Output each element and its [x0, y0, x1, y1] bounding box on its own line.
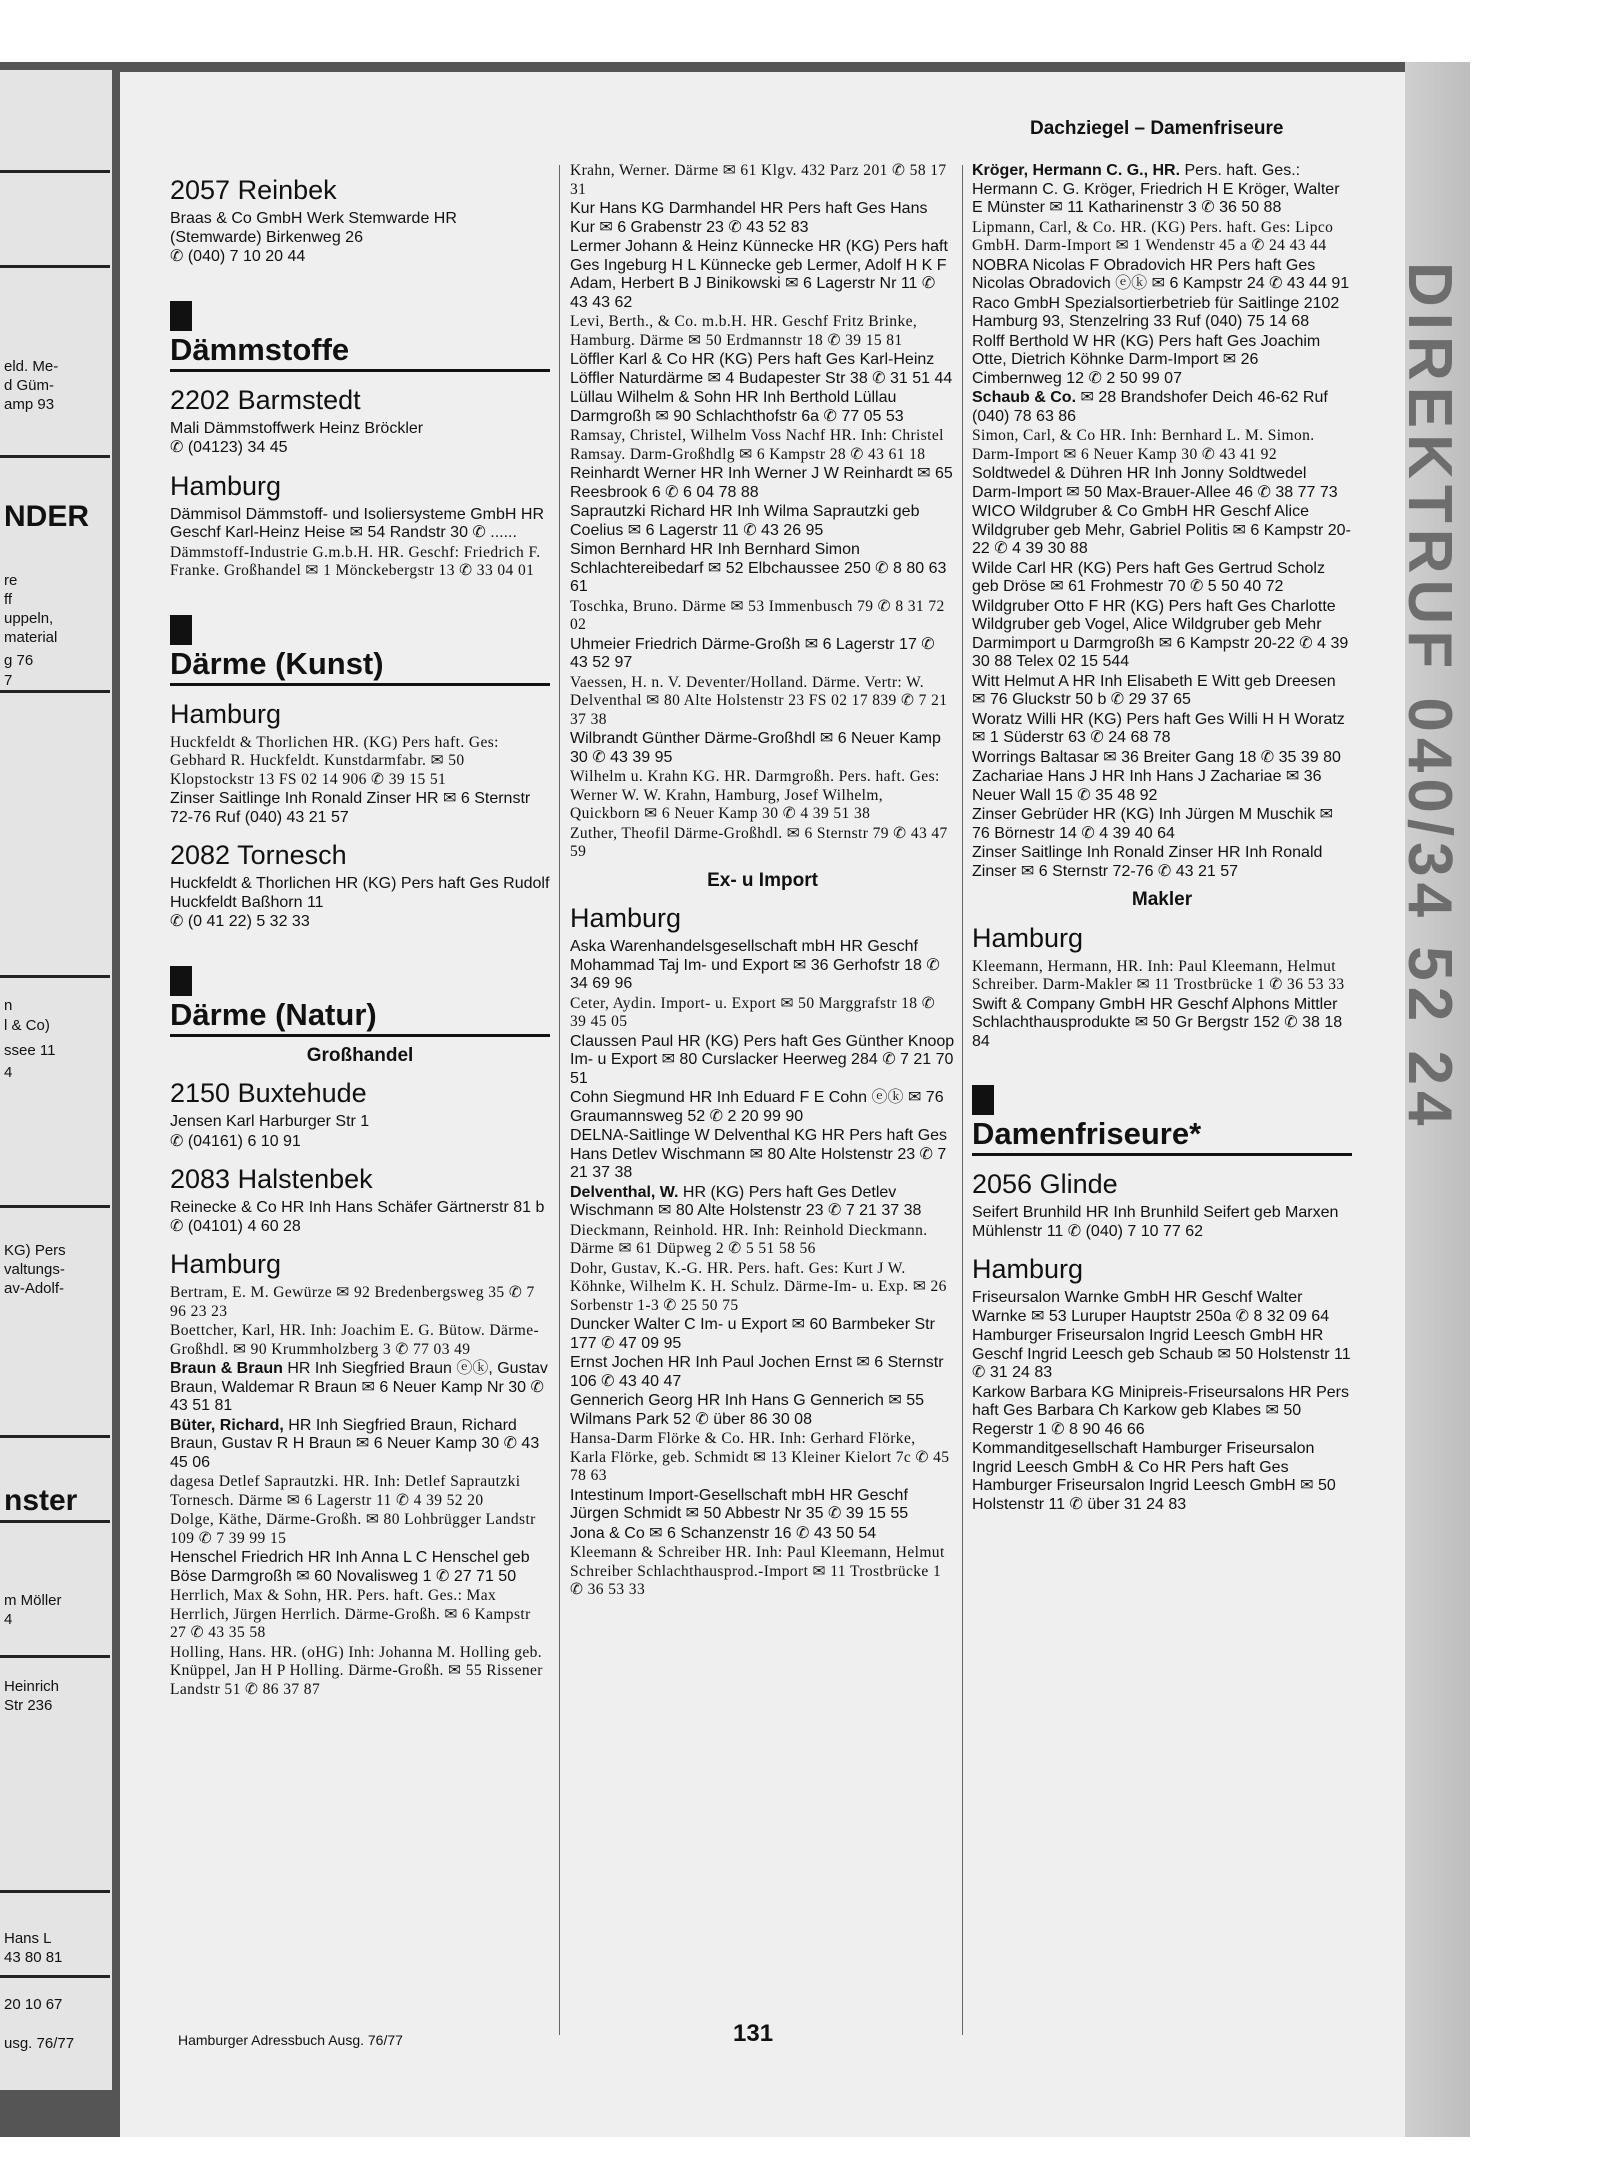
directory-entry	[170, 1549, 550, 1586]
directory-entry	[972, 844, 1352, 881]
prev-page-line: g 76	[4, 652, 34, 669]
directory-entry	[570, 674, 955, 730]
entry-text: ✆ (04161) 6 10 91	[170, 1132, 301, 1150]
prev-page-line: Heinrich	[4, 1678, 60, 1695]
entry-text: WICO Wildgruber & Co GmbH HR Geschf Alice Wildgruber geb Mehr, Gabriel Politis ✉ 6 Kampstr 20-22 ✆ 4 39 30 88	[972, 503, 1351, 557]
directory-entry	[972, 162, 1352, 218]
entry-text: Karkow Barbara KG Minipreis-Friseursalons HR Pers haft Ges Barbara Ch Karkow geb Klabes ✉ 50 Regerstr 1 ✆ 8 90 46 66	[972, 1383, 1349, 1438]
entry-text: Intestinum Import-Gesellschaft mbH HR Geschf Jürgen Schmidt ✉ 50 Abbestr Nr 35 ✆ 39 15 55	[570, 1486, 909, 1522]
entry-text: Seifert Brunhild HR Inh Brunhild Seifert geb Marxen Mühlenstr 11 ✆ (040) 7 10 77 62	[972, 1204, 1339, 1240]
prev-page-rule	[0, 690, 110, 693]
directory-entry	[972, 749, 1352, 768]
subcategory-heading: Makler	[1131, 889, 1193, 910]
entry-text: Wildgruber Otto F HR (KG) Pers haft Ges Charlotte Wildgruber geb Vogel, Alice Wildgruber geb Mehr Darmimport u Darmgroßh ✉ 6 Kampstr 20-22 ✆ 4 39 30 88 Telex 02 15 544	[972, 597, 1349, 670]
directory-entry	[170, 1360, 550, 1416]
directory-entry	[570, 238, 955, 312]
directory-entry	[570, 938, 955, 994]
entry-text: NOBRA Nicolas F Obradovich HR Pers haft Ges Nicolas Obradovich ⓔⓚ ✉ 6 Kampstr 24 ✆ 43 44 91	[972, 256, 1350, 292]
directory-entry	[170, 1284, 550, 1321]
entry-text: Dohr, Gustav, K.-G. HR. Pers. haft. Ges: Kurt J W. Köhnke, Wilhelm K. H. Schulz. Därme-Im- u. Exp. ✉ 26 Sorbenstr 1-3 ✆ 25 50 75	[570, 1259, 947, 1314]
entry-text: HR Inh Siegfried Braun, Richard Braun, Gustav R H Braun ✉ 6 Neuer Kamp 30 ✆ 43 45 06	[170, 1416, 540, 1471]
entry-text: dagesa Detlef Saprautzki. HR. Inh: Detlef Saprautzki Tornesch. Därme ✉ 6 Lagerstr 11 ✆ 4 39 52 20	[170, 1473, 521, 1509]
entry-text: Ceter, Aydin. Import- u. Export ✉ 50 Marggrafstr 18 ✆ 39 45 05	[570, 994, 936, 1030]
city-heading: Hamburg	[170, 470, 282, 501]
directory-entry	[972, 1289, 1352, 1326]
previous-page-fragment	[0, 70, 112, 2090]
directory-entry	[170, 420, 550, 439]
entry-text: Soldtwedel & Dühren HR Inh Jonny Soldtwedel Darm-Import ✉ 50 Max-Brauer-Allee 46 ✆ 38 77 73	[972, 465, 1338, 501]
entry-text: Pers. haft. Ges.: Hermann C. G. Kröger, Friedrich H E Kröger, Walter E Münster ✉ 11 Katharinenstr 3 ✆ 36 50 88	[972, 162, 1340, 216]
entry-name: Kröger, Hermann C. G., HR.	[972, 162, 1181, 179]
directory-entry	[972, 958, 1352, 995]
prev-page-line: 4	[4, 1064, 13, 1081]
category-marker-icon	[170, 301, 192, 331]
prev-page-rule	[0, 1655, 110, 1658]
entry-text: Huckfeldt & Thorlichen HR (KG) Pers haft Ges Rudolf Huckfeldt Baßhorn 11	[170, 875, 550, 911]
entry-text: Braas & Co GmbH Werk Stemwarde HR (Stemwarde) Birkenweg 26	[170, 210, 457, 246]
prev-page-line: Hans L	[4, 1930, 52, 1947]
entry-text: Levi, Berth., & Co. m.b.H. HR. Geschf Fritz Brinke, Hamburg. Därme ✉ 50 Erdmannstr 18 ✆ 39 15 81	[570, 313, 918, 349]
entry-text: Aska Warenhandelsgesellschaft mbH HR Geschf Mohammad Taj Im- und Export ✉ 36 Gerhofstr 18 ✆ 34 69 96	[570, 938, 940, 992]
directory-entry	[972, 465, 1352, 502]
entry-text: Wilhelm u. Krahn KG. HR. Darmgroßh. Pers. haft. Ges: Werner W. W. Krahn, Hamburg, Josef Wilhelm, Quickborn ✉ 6 Neuer Kamp 30 ✆ 4 39 51 38	[570, 768, 940, 822]
entry-text: Dämmstoff-Industrie G.m.b.H. HR. Geschf: Friedrich F. Franke. Großhandel ✉ 1 Mönckebergstr 13 ✆ 33 04 01	[170, 543, 541, 579]
directory-entry	[570, 1525, 955, 1544]
subcategory-heading: Großhandel	[306, 1044, 414, 1066]
directory-entry	[972, 503, 1352, 559]
column-2	[570, 162, 955, 1601]
edge-print: DIREKTRUF 040/34 52 24	[1395, 262, 1464, 1132]
directory-entry	[570, 1184, 955, 1221]
entry-name: Braun & Braun	[170, 1360, 283, 1377]
prev-page-line: re	[4, 572, 18, 589]
directory-entry	[972, 295, 1352, 332]
directory-entry	[972, 1327, 1352, 1383]
footer-publication: Hamburger Adressbuch Ausg. 76/77	[178, 2032, 403, 2048]
prev-page-rule	[0, 975, 110, 978]
entry-text: Bertram, E. M. Gewürze ✉ 92 Bredenbergsweg 35 ✆ 7 96 23 23	[170, 1284, 535, 1320]
directory-entry	[570, 200, 955, 237]
city-heading: 2082 Tornesch	[170, 840, 347, 870]
prev-page-line: 7	[4, 672, 13, 689]
entry-name: Schaub & Co.	[972, 389, 1077, 406]
directory-entry	[570, 1089, 955, 1126]
prev-page-line: 43 80 81	[4, 1949, 63, 1966]
directory-entry	[570, 389, 955, 426]
prev-page-rule	[0, 265, 110, 268]
entry-text: Ernst Jochen HR Inh Paul Jochen Ernst ✉ 6 Sternstr 106 ✆ 43 40 47	[570, 1354, 944, 1390]
prev-page-line: Str 236	[4, 1697, 53, 1714]
directory-entry	[170, 1644, 550, 1700]
entry-text: Reinhardt Werner HR Inh Werner J W Reinhardt ✉ 65 Reesbrook 6 ✆ 6 04 78 88	[570, 465, 953, 501]
entry-text: HR Inh Siegfried Braun ⓔⓚ, Gustav Braun, Waldemar R Braun ✉ 6 Neuer Kamp Nr 30 ✆ 43 51 81	[170, 1360, 548, 1414]
prev-page-rule	[0, 1975, 110, 1978]
entry-text: Zachariae Hans J HR Inh Hans J Zachariae ✉ 36 Neuer Wall 15 ✆ 35 48 92	[972, 768, 1322, 804]
prev-page-line: nster	[4, 1484, 78, 1517]
prev-page-rule	[0, 455, 110, 458]
entry-text: Reinecke & Co HR Inh Hans Schäfer Gärtnerstr 81 b ✆ (04101) 4 60 28	[170, 1199, 545, 1235]
directory-entry	[972, 598, 1352, 672]
entry-text: Kommanditgesellschaft Hamburger Friseursalon Ingrid Leesch GmbH & Co HR Pers haft Ges Hamburger Friseursalon Ingrid Leesch GmbH ✉ 50 Holstenstr 11 ✆ über 31 24 83	[972, 1440, 1336, 1513]
entry-text: Boettcher, Karl, HR. Inh: Joachim E. G. Bütow. Därme-Großhdl. ✉ 90 Krummholzberg 3 ✆ 77 03 49	[170, 1322, 540, 1358]
category-marker-icon	[972, 1085, 994, 1115]
entry-text: Lüllau Wilhelm & Sohn HR Inh Berthold Lüllau Darmgroßh ✉ 90 Schlachthofstr 6a ✆ 77 05 53	[570, 389, 904, 425]
column-divider	[559, 165, 560, 2035]
category-heading: Därme (Kunst)	[170, 645, 550, 686]
prev-page-rule	[0, 1205, 110, 1208]
directory-entry	[972, 1440, 1352, 1514]
directory-entry	[570, 1260, 955, 1316]
entry-name: Delventhal, W.	[570, 1183, 679, 1201]
prev-page-line: KG) Pers	[4, 1242, 66, 1259]
directory-entry	[972, 257, 1352, 294]
prev-page-line: l & Co)	[4, 1017, 50, 1034]
entry-text: Lipmann, Carl, & Co. HR. (KG) Pers. haft. Ges: Lipco GmbH. Darm-Import ✉ 1 Wendenstr 45 a ✆ 24 43 44	[972, 218, 1334, 254]
directory-entry	[170, 1113, 550, 1132]
prev-page-line: ff	[4, 591, 13, 608]
directory-entry	[570, 162, 955, 199]
directory-entry	[972, 806, 1352, 843]
entry-text: Kleemann & Schreiber HR. Inh: Paul Kleemann, Helmut Schreiber Schlachthausprod.-Import ✉ 11 Trostbrücke 1 ✆ 36 53 33	[570, 1544, 945, 1598]
directory-entry	[170, 1473, 550, 1510]
entry-text: Dämmisol Dämmstoff- und Isoliersysteme GmbH HR Geschf Karl-Heinz Heise ✉ 54 Randstr 30 ✆ ......	[170, 505, 545, 541]
directory-entry	[170, 544, 550, 581]
entry-text: Henschel Friedrich HR Inh Anna L C Henschel geb Böse Darmgroßh ✉ 60 Novalisweg 1 ✆ 27 71 50	[170, 1549, 530, 1585]
prev-page-line: eld. Me-	[4, 358, 59, 375]
directory-entry	[570, 1222, 955, 1259]
entry-text: Zinser Saitlinge Inh Ronald Zinser HR ✉ 6 Sternstr 72-76 Ruf (040) 43 21 57	[170, 790, 531, 826]
entry-text: Hamburger Friseursalon Ingrid Leesch GmbH HR Geschf Ingrid Leesch geb Schaub ✉ 50 Holstenstr 11 ✆ 31 24 83	[972, 1327, 1351, 1381]
prev-page-line: usg. 76/77	[4, 2035, 75, 2052]
entry-text: ✉ 28 Brandshofer Deich 46-62 Ruf (040) 78 63 86	[972, 389, 1328, 425]
entry-text: Wilde Carl HR (KG) Pers haft Ges Gertrud Scholz geb Dröse ✉ 61 Frohmestr 70 ✆ 5 50 40 72	[972, 559, 1325, 595]
column-divider	[962, 165, 963, 2035]
prev-page-rule	[0, 1520, 110, 1523]
entry-text: Swift & Company GmbH HR Geschf Alphons Mittler Schlachthausprodukte ✉ 50 Gr Bergstr 152 ✆ 38 18 84	[972, 995, 1343, 1050]
entry-text: Lermer Johann & Heinz Künnecke HR (KG) Pers haft Ges Ingeburg H L Künnecke geb Lermer, Adolf H K F Adam, Herbert B J Binikowski ✉ 6 Lagerstr Nr 11 ✆ 43 43 62	[570, 238, 948, 311]
prev-page-rule	[0, 170, 110, 173]
directory-entry	[570, 1316, 955, 1353]
entry-text: Rolff Berthold W HR (KG) Pers haft Ges Joachim Otte, Dietrich Köhnke Darm-Import ✉ 26 Cimbernweg 12 ✆ 2 50 99 07	[972, 332, 1321, 387]
directory-entry	[570, 598, 955, 635]
city-heading: 2150 Buxtehude	[170, 1078, 367, 1108]
entry-text: Uhmeier Friedrich Därme-Großh ✉ 6 Lagerstr 17 ✆ 43 52 97	[570, 635, 935, 671]
directory-entry	[570, 730, 955, 767]
city-heading: Hamburg	[972, 1254, 1084, 1284]
entry-text: Mali Dämmstoffwerk Heinz Bröckler	[170, 419, 424, 437]
directory-entry	[570, 503, 955, 540]
entry-name: Büter, Richard,	[170, 1416, 284, 1434]
entry-text: Claussen Paul HR (KG) Pers haft Ges Günther Knoop Im- u Export ✉ 80 Curslacker Heerweg 284 ✆ 7 21 70 51	[570, 1032, 955, 1087]
book-edge	[1395, 62, 1470, 2137]
directory-entry	[570, 995, 955, 1032]
directory-entry	[570, 1544, 955, 1600]
directory-entry	[570, 351, 955, 388]
entry-text: Saprautzki Richard HR Inh Wilma Saprautzki geb Coelius ✉ 6 Lagerstr 11 ✆ 43 26 95	[570, 503, 920, 539]
directory-entry	[170, 210, 550, 247]
category-block	[170, 615, 550, 686]
directory-entry	[570, 541, 955, 597]
entry-text: Dolge, Käthe, Därme-Großh. ✉ 80 Lohbrügger Landstr 109 ✆ 7 39 99 15	[170, 1511, 536, 1547]
directory-entry	[972, 427, 1352, 464]
directory-entry	[972, 389, 1352, 426]
directory-entry	[570, 427, 955, 464]
entry-text: Zinser Gebrüder HR (KG) Inh Jürgen M Muschik ✉ 76 Börnestr 14 ✆ 4 39 40 64	[972, 806, 1334, 842]
directory-entry	[170, 248, 550, 267]
city-heading: 2083 Halstenbek	[170, 1164, 373, 1194]
prev-page-line: 20 10 67	[4, 1996, 63, 2013]
entry-text: Simon Bernhard HR Inh Bernhard Simon Schlachtereibedarf ✉ 52 Elbchaussee 250 ✆ 8 80 63 61	[570, 541, 947, 595]
category-marker-icon	[170, 615, 192, 645]
directory-entry	[570, 768, 955, 824]
directory-entry	[570, 1487, 955, 1524]
prev-page-line: uppeln,	[4, 610, 54, 627]
directory-entry	[170, 1511, 550, 1548]
subcategory-heading: Ex- u Import	[707, 869, 818, 891]
entry-text: Kur Hans KG Darmhandel HR Pers haft Ges Hans Kur ✉ 6 Grabenstr 23 ✆ 43 52 83	[570, 200, 928, 236]
directory-entry	[972, 1384, 1352, 1440]
entry-text: Toschka, Bruno. Därme ✉ 53 Immenbusch 79 ✆ 8 31 72 02	[570, 597, 945, 633]
entry-text: Jona & Co ✉ 6 Schanzenstr 16 ✆ 43 50 54	[570, 1524, 877, 1542]
column-1	[170, 162, 550, 1700]
page-number: 131	[733, 2020, 774, 2047]
entry-text: ✆ (0 41 22) 5 32 33	[170, 913, 310, 930]
entry-text: Simon, Carl, & Co HR. Inh: Bernhard L. M. Simon. Darm-Import ✉ 6 Neuer Kamp 30 ✆ 43 41 92	[972, 427, 1315, 463]
entry-text: Jensen Karl Harburger Str 1	[170, 1113, 370, 1130]
entry-text: Zinser Saitlinge Inh Ronald Zinser HR Inh Ronald Zinser ✉ 6 Sternstr 72-76 ✆ 43 21 57	[972, 844, 1323, 880]
directory-entry	[972, 768, 1352, 805]
entry-text: Herrlich, Max & Sohn, HR. Pers. haft. Ges.: Max Herrlich, Jürgen Herrlich. Därme-Großh. ✉ 6 Kampstr 27 ✆ 43 35 58	[170, 1587, 531, 1641]
city-heading: 2202 Barmstedt	[170, 384, 361, 415]
city-heading: Hamburg	[570, 903, 682, 933]
city-heading: Hamburg	[972, 922, 1084, 953]
entry-text: HR (KG) Pers haft Ges Detlev Wischmann ✉ 80 Alte Holstenstr 23 ✆ 7 21 37 38	[570, 1183, 922, 1219]
directory-entry	[972, 1204, 1352, 1241]
category-block	[170, 966, 550, 1037]
category-heading: Damenfriseure*	[972, 1115, 1352, 1156]
directory-entry	[170, 790, 550, 827]
directory-entry	[972, 560, 1352, 597]
entry-text: Vaessen, H. n. V. Deventer/Holland. Därme. Vertr: W. Delventhal ✉ 80 Alte Holstenstr 23 FS 02 17 839 ✆ 7 21 37 38	[570, 673, 948, 728]
prev-page-line: 4	[4, 1611, 13, 1628]
column-3	[972, 162, 1352, 1515]
category-block	[972, 1085, 1352, 1156]
entry-text: Kleemann, Hermann, HR. Inh: Paul Kleemann, Helmut Schreiber. Darm-Makler ✉ 11 Trostbrücke 1 ✆ 36 53 33	[972, 957, 1345, 993]
directory-entry	[570, 825, 955, 862]
city-heading: 2057 Reinbek	[170, 175, 337, 205]
directory-entry	[972, 673, 1352, 710]
directory-entry	[972, 996, 1352, 1052]
directory-entry	[170, 913, 550, 932]
entry-text: Witt Helmut A HR Inh Elisabeth E Witt geb Dreesen ✉ 76 Gluckstr 50 b ✆ 29 37 65	[972, 672, 1336, 708]
entry-text: Zuther, Theofil Därme-Großhdl. ✉ 6 Sternstr 79 ✆ 43 47 59	[570, 824, 948, 860]
directory-entry	[570, 1430, 955, 1486]
entry-text: Worrings Baltasar ✉ 36 Breiter Gang 18 ✆ 35 39 80	[972, 748, 1341, 766]
directory-entry	[170, 1417, 550, 1473]
entry-text: Krahn, Werner. Därme ✉ 61 Klgv. 432 Parz 201 ✆ 58 17 31	[570, 162, 947, 198]
directory-entry	[170, 875, 550, 912]
entry-text: Raco GmbH Spezialsortierbetrieb für Saitlinge 2102 Hamburg 93, Stenzelring 33 Ruf (040) 75 14 68	[972, 294, 1340, 330]
entry-text: Huckfeldt & Thorlichen HR. (KG) Pers haft. Ges: Gebhard R. Huckfeldt. Kunstdarmfabr. ✉ 50 Klopstockstr 13 FS 02 14 906 ✆ 39 15 51	[170, 733, 499, 788]
entry-text: DELNA-Saitlinge W Delventhal KG HR Pers haft Ges Hans Detlev Wischmann ✉ 80 Alte Holstenstr 23 ✆ 7 21 37 38	[570, 1127, 948, 1181]
entry-text: Holling, Hans. HR. (oHG) Inh: Johanna M. Holling geb. Knüppel, Jan H P Holling. Därme-Großh. ✉ 55 Rissener Landstr 51 ✆ 86 37 87	[170, 1643, 543, 1698]
directory-entry	[972, 219, 1352, 256]
entry-text: Ramsay, Christel, Wilhelm Voss Nachf HR. Inh: Christel Ramsay. Darm-Großhdlg ✉ 6 Kampstr 28 ✆ 43 61 18	[570, 427, 944, 463]
entry-text: ✆ (04123) 34 45	[170, 439, 288, 456]
entry-text: Gennerich Georg HR Inh Hans G Gennerich ✉ 55 Wilmans Park 52 ✆ über 86 30 08	[570, 1392, 925, 1428]
entry-text: Hansa-Darm Flörke & Co. HR. Inh: Gerhard Flörke, Karla Flörke, geb. Schmidt ✉ 13 Kleiner Kielort 7c ✆ 45 78 63	[570, 1430, 950, 1484]
prev-page-line: n	[4, 997, 13, 1014]
category-heading: Därme (Natur)	[170, 996, 550, 1037]
directory-entry	[570, 1392, 955, 1429]
entry-text: ✆ (040) 7 10 20 44	[170, 248, 306, 265]
prev-page-line: av-Adolf-	[4, 1280, 65, 1297]
prev-page-line: m Möller	[4, 1592, 62, 1609]
entry-text: Dieckmann, Reinhold. HR. Inh: Reinhold Dieckmann. Därme ✉ 61 Düpweg 2 ✆ 5 51 58 56	[570, 1221, 928, 1257]
city-heading: Hamburg	[170, 1249, 282, 1279]
city-heading: 2056 Glinde	[972, 1169, 1118, 1199]
directory-entry	[570, 1354, 955, 1391]
category-block	[170, 301, 550, 372]
directory-entry	[170, 1199, 550, 1236]
directory-entry	[170, 734, 550, 790]
prev-page-rule	[0, 1890, 110, 1893]
directory-entry	[570, 313, 955, 350]
directory-entry	[972, 333, 1352, 389]
entry-text: Wilbrandt Günther Därme-Großhdl ✉ 6 Neuer Kamp 30 ✆ 43 39 95	[570, 730, 941, 766]
directory-entry	[570, 1127, 955, 1183]
directory-entry	[170, 1587, 550, 1643]
prev-page-line: amp 93	[4, 396, 55, 413]
prev-page-rule	[0, 1435, 110, 1438]
directory-entry	[170, 439, 550, 458]
prev-page-line: valtungs-	[4, 1261, 65, 1278]
directory-entry	[170, 506, 550, 543]
directory-entry	[570, 465, 955, 502]
category-heading: Dämmstoffe	[170, 331, 550, 372]
directory-entry	[972, 711, 1352, 748]
directory-entry	[570, 1033, 955, 1089]
category-marker-icon	[170, 966, 192, 996]
entry-text: Duncker Walter C Im- u Export ✉ 60 Barmbeker Str 177 ✆ 47 09 95	[570, 1316, 935, 1352]
entry-text: Cohn Siegmund HR Inh Eduard F E Cohn ⓔⓚ ✉ 76 Graumannsweg 52 ✆ 2 20 99 90	[570, 1089, 944, 1125]
prev-page-line: NDER	[4, 500, 90, 533]
entry-text: Friseursalon Warnke GmbH HR Geschf Walter Warnke ✉ 53 Luruper Hauptstr 250a ✆ 8 32 09 64	[972, 1289, 1330, 1325]
directory-entry	[170, 1133, 550, 1152]
page-header: Dachziegel – Damenfriseure	[1030, 118, 1284, 139]
city-heading: Hamburg	[170, 698, 282, 729]
entry-text: Löffler Karl & Co HR (KG) Pers haft Ges Karl-Heinz Löffler Naturdärme ✉ 4 Budapester Str 38 ✆ 31 51 44	[570, 351, 953, 387]
entry-text: Woratz Willi HR (KG) Pers haft Ges Willi H H Woratz ✉ 1 Süderstr 63 ✆ 24 68 78	[972, 710, 1345, 746]
prev-page-line: d Güm-	[4, 377, 55, 394]
directory-entry	[170, 1322, 550, 1359]
directory-entry	[570, 636, 955, 673]
prev-page-line: material	[4, 629, 58, 646]
prev-page-line: ssee 11	[4, 1042, 56, 1059]
